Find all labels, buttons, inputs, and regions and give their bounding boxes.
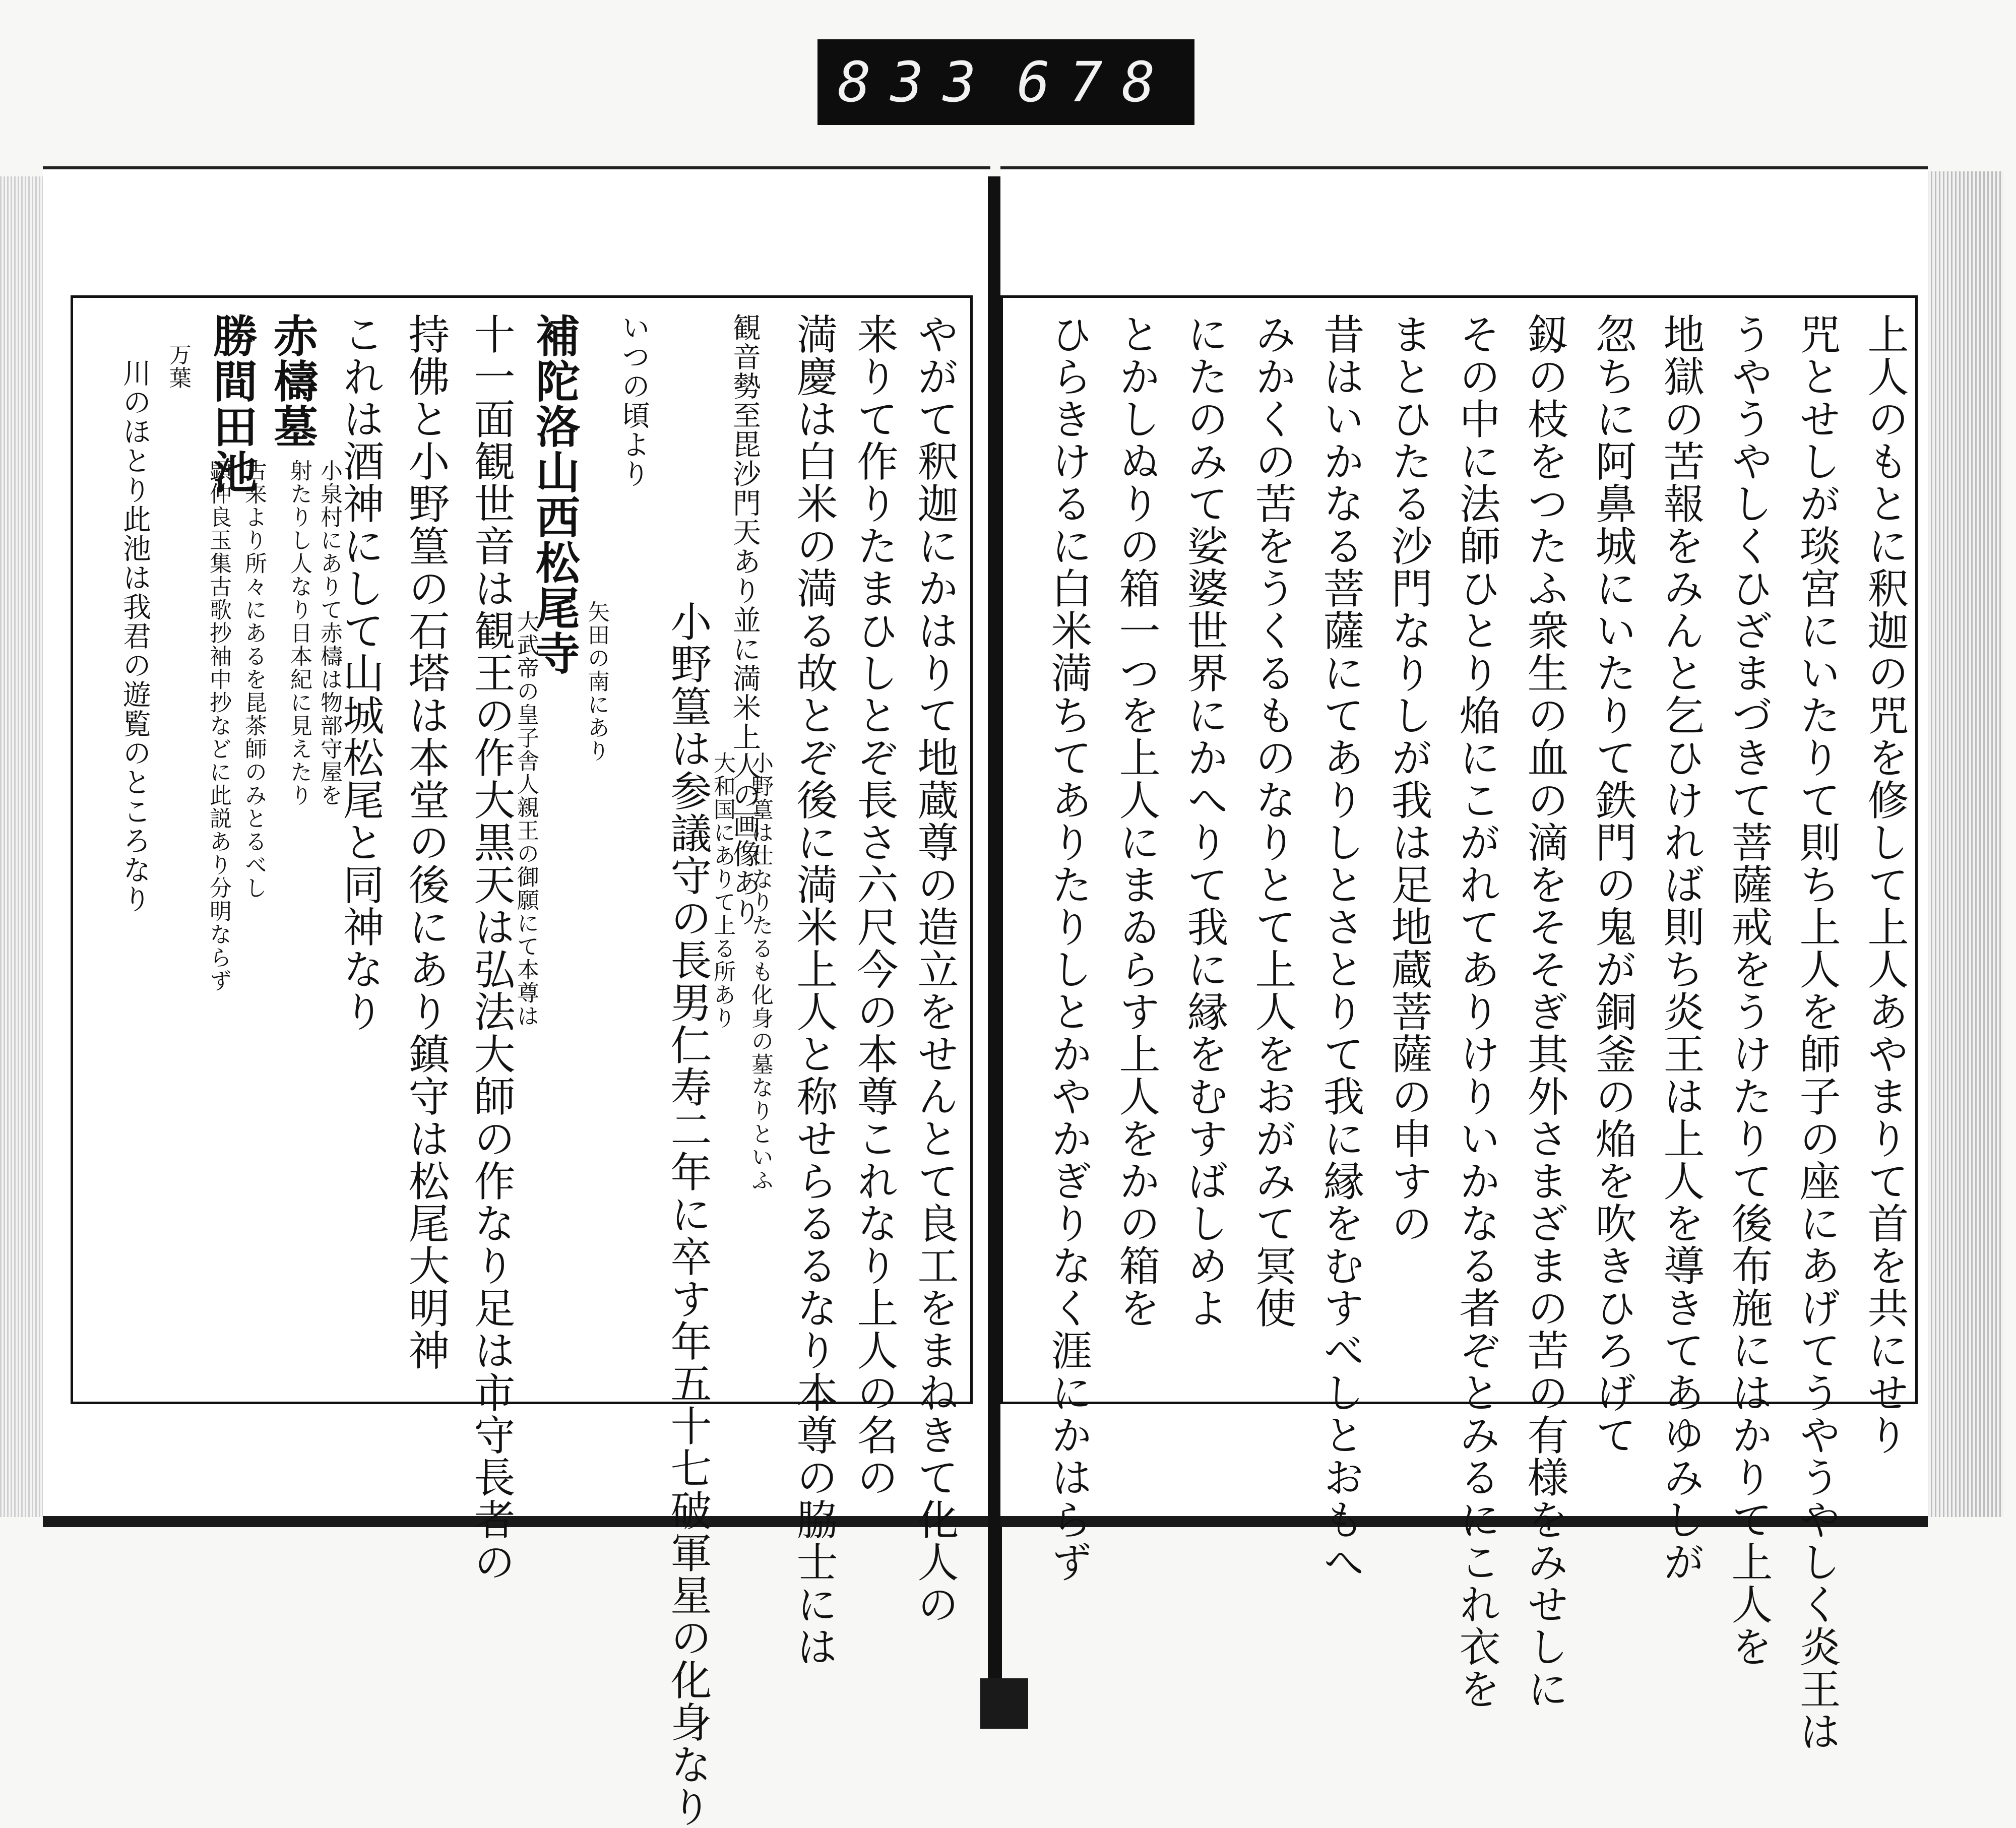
left-page-annotation: 古来より所々にあるを昆茶師のみとるべし: [241, 459, 267, 900]
left-page-annotation: 大和国にありて上る所あり: [710, 751, 735, 1030]
left-page-annotation: 小野篁は仕なりたるも化身の墓なりといふ: [747, 751, 773, 1192]
right-page-column: とかしぬりの箱一つを上人にまゐらす上人をかの箱を: [1112, 313, 1160, 1329]
left-page-column: 満慶は白米の満る故とぞ後に満米上人と称せらるるなり本尊の脇士には: [790, 313, 838, 1668]
left-page-column: 小野篁は参議守の長男仁寿二年に卒す年五十七破軍星の化身なり: [664, 600, 712, 1828]
left-page-column: これは酒神にして山城松尾と同神なり: [336, 313, 384, 1033]
book-gutter: [988, 176, 1002, 1729]
counter-right-number: 678: [1017, 50, 1174, 114]
left-page-annotation: 射たりし人なり日本紀に見えたり: [286, 459, 312, 807]
left-page-column: いつの頃より: [617, 313, 650, 488]
archive-counter-label: [817, 39, 1194, 125]
right-page-column: 昔はいかなる菩薩にてありしとさとりて我に縁をむすべしとおもへ: [1316, 313, 1364, 1583]
right-page-column: 忽ちに阿鼻城にいたりて鉄門の鬼が銅釜の焔を吹きひろげて: [1589, 313, 1636, 1456]
left-page-column: やがて釈迦にかはりて地蔵尊の造立をせんとて良工をまねきて化人の: [911, 313, 959, 1625]
right-page-column: 咒とせしが琰宮にいたりて則ち上人を師子の座にあげてうやうやしく炎王は: [1793, 313, 1841, 1752]
left-page-heading: 赤檮墓: [267, 313, 319, 449]
right-page-column: 地獄の苦報をみんと乞ひければ則ち炎王は上人を導きてあゆみしが: [1657, 313, 1705, 1583]
left-page-heading: 勝間田池: [206, 313, 259, 494]
left-page-annotation: 顕仲良玉集古歌抄袖中抄などに此説あり分明ならず: [206, 459, 231, 992]
right-page-column: その中に法師ひとり焔にこがれてありけりいかなる者ぞとみるにこれ衣を: [1453, 313, 1500, 1710]
right-page-column: うやうやしくひざまづきて菩薩戒をうけたりて後布施にはかりて上人を: [1725, 313, 1773, 1668]
right-page-column: にたのみて娑婆世界にかへりて我に縁をむすばしめよ: [1180, 313, 1228, 1329]
right-page-column: ひらきけるに白米満ちてありたりしとかやかぎりなく涯にかはらず: [1044, 313, 1092, 1583]
left-page-column: 十一面観世音は観王の作大黒天は弘法大師の作なり足は市守長者の: [467, 313, 515, 1583]
right-page: [1000, 166, 1928, 1752]
left-page-annotation: 矢田の南にあり: [584, 600, 609, 763]
left-page-heading: 補陀洛山西松尾寺: [529, 313, 581, 676]
left-page: [43, 166, 990, 1828]
left-page-text-frame: [71, 295, 973, 1828]
book-gutter-foot: [980, 1678, 1028, 1729]
right-page-text-frame: [1000, 295, 1918, 1752]
left-page-annotation: 大武帝の皇子舎人親王の御願にて本尊は: [513, 610, 539, 1028]
left-page-column: 持佛と小野篁の石塔は本堂の後にあり鎮守は松尾大明神: [402, 313, 450, 1371]
right-page-column: みかくの苦をうくるものなりとて上人をおがみて冥使: [1248, 313, 1296, 1329]
counter-left-number: 833: [838, 50, 995, 114]
right-page-column: まとひたる沙門なりしが我は足地蔵菩薩の申すの: [1384, 313, 1432, 1244]
right-page-column: 上人のもとに釈迦の咒を修して上人あやまりて首を共にせり: [1861, 313, 1909, 1456]
left-page-column: 川のほとり此池は我君の遊覧のところなり: [118, 358, 151, 914]
left-page-annotation: 万葉: [165, 343, 191, 390]
open-book: [0, 166, 2016, 1828]
page-edges-right: [1923, 171, 2003, 1517]
left-page-annotation: 小泉村にありて赤檮は物部守屋を: [317, 459, 342, 807]
left-page-column: 観音勢至毘沙門天あり並に満米上人の画像あり: [728, 313, 761, 927]
right-page-column: 釼の枝をつたふ衆生の血の滴をそそぎ其外さまざまの苦の有様をみせしに: [1521, 313, 1568, 1710]
page-edges-left: [0, 176, 48, 1517]
left-page-column: 来りて作りたまひしとぞ長さ六尺今の本尊これなり上人の名の: [850, 313, 898, 1498]
